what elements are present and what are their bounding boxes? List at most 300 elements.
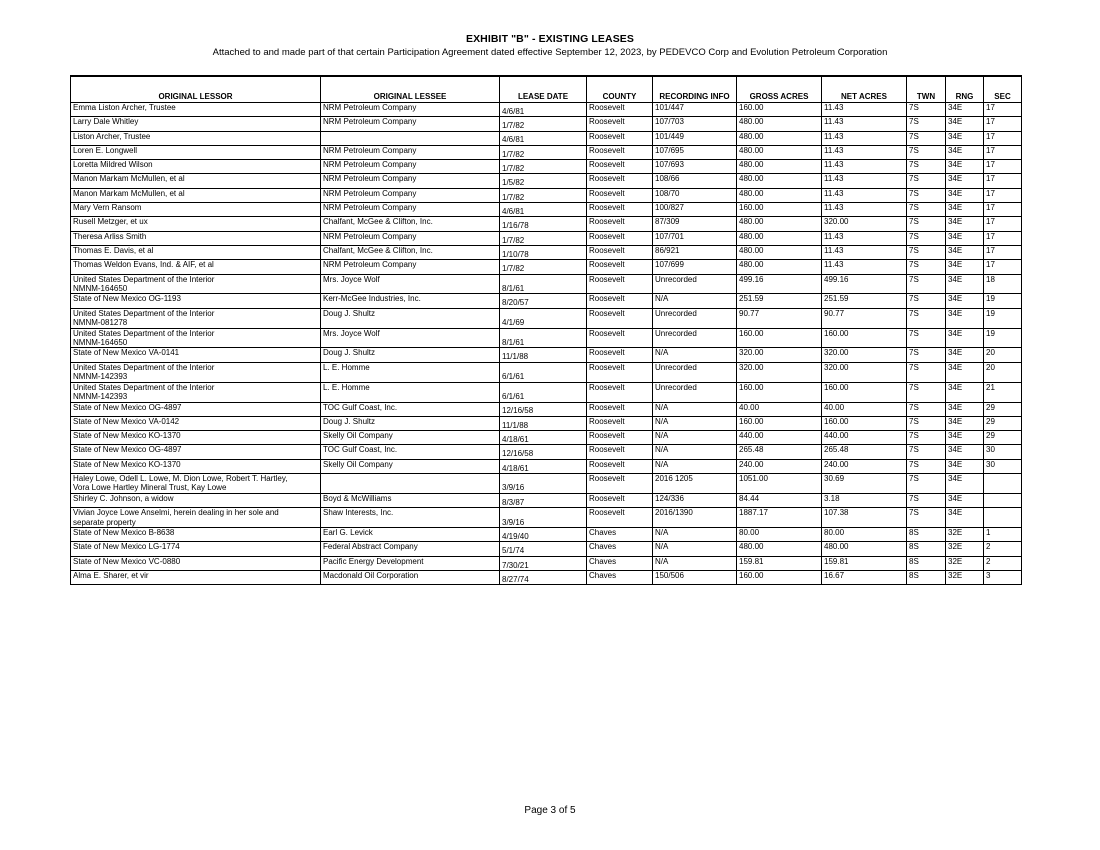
cell-lessee: NRM Petroleum Company	[321, 117, 500, 131]
cell-lessor: United States Department of the Interior NMNM-164650	[71, 274, 321, 294]
cell-rng: 34E	[946, 308, 984, 328]
cell-recording: 108/70	[653, 188, 737, 202]
cell-county: Roosevelt	[587, 260, 653, 274]
cell-lessor: Liston Archer, Trustee	[71, 131, 321, 145]
cell-twn: 7S	[907, 308, 946, 328]
cell-lessor: Mary Vern Ransom	[71, 203, 321, 217]
cell-lessee: Pacific Energy Development	[321, 556, 500, 570]
cell-rng: 34E	[946, 493, 984, 507]
cell-county: Roosevelt	[587, 362, 653, 382]
cell-lessor: State of New Mexico B-8638	[71, 528, 321, 542]
cell-recording: 107/695	[653, 145, 737, 159]
cell-lessor: State of New Mexico KO-1370	[71, 431, 321, 445]
cell-lessee: NRM Petroleum Company	[321, 231, 500, 245]
cell-lessor: Loretta Mildred Wilson	[71, 160, 321, 174]
cell-gross: 320.00	[737, 348, 822, 362]
cell-recording: 107/703	[653, 117, 737, 131]
cell-sec: 19	[984, 328, 1022, 348]
cell-lessor: Rusell Metzger, et ux	[71, 217, 321, 231]
cell-net: 320.00	[822, 362, 907, 382]
cell-twn: 7S	[907, 459, 946, 473]
cell-county: Roosevelt	[587, 231, 653, 245]
table-row	[71, 348, 1022, 362]
cell-lessee: Federal Abstract Company	[321, 542, 500, 556]
cell-gross: 240.00	[737, 459, 822, 473]
cell-gross: 480.00	[737, 117, 822, 131]
cell-sec: 29	[984, 416, 1022, 430]
cell-twn: 7S	[907, 508, 946, 528]
cell-sec: 20	[984, 348, 1022, 362]
cell-county: Roosevelt	[587, 160, 653, 174]
cell-lessor: State of New Mexico KO-1370	[71, 459, 321, 473]
cell-twn: 7S	[907, 103, 946, 117]
cell-net: 499.16	[822, 274, 907, 294]
cell-twn: 7S	[907, 160, 946, 174]
cell-lessor: Shirley C. Johnson, a widow	[71, 493, 321, 507]
cell-net: 160.00	[822, 416, 907, 430]
cell-recording: N/A	[653, 556, 737, 570]
cell-county: Roosevelt	[587, 274, 653, 294]
cell-lessee: Skelly Oil Company	[321, 459, 500, 473]
cell-county: Roosevelt	[587, 348, 653, 362]
cell-lessee	[321, 131, 500, 145]
cell-recording: 107/699	[653, 260, 737, 274]
cell-recording: 86/921	[653, 245, 737, 259]
cell-lessee: Mrs. Joyce Wolf	[321, 328, 500, 348]
cell-gross: 480.00	[737, 245, 822, 259]
cell-sec: 17	[984, 217, 1022, 231]
cell-rng: 34E	[946, 348, 984, 362]
cell-sec	[984, 474, 1022, 494]
cell-net: 11.43	[822, 260, 907, 274]
table-row	[71, 188, 1022, 202]
cell-twn: 7S	[907, 445, 946, 459]
cell-date: 1/7/82	[500, 117, 587, 131]
cell-twn: 8S	[907, 528, 946, 542]
table-row	[71, 402, 1022, 416]
cell-twn: 8S	[907, 556, 946, 570]
cell-lessee: L. E. Homme	[321, 382, 500, 402]
cell-rng: 34E	[946, 402, 984, 416]
cell-twn: 7S	[907, 362, 946, 382]
cell-twn: 7S	[907, 203, 946, 217]
cell-gross: 480.00	[737, 260, 822, 274]
col-sec: SEC	[984, 76, 1022, 103]
cell-rng: 34E	[946, 416, 984, 430]
cell-twn: 7S	[907, 131, 946, 145]
cell-rng: 34E	[946, 474, 984, 494]
cell-rng: 34E	[946, 459, 984, 473]
cell-recording: Unrecorded	[653, 328, 737, 348]
cell-lessor: United States Department of the Interior NMNM-142393	[71, 362, 321, 382]
cell-net: 11.43	[822, 131, 907, 145]
cell-lessor: Manon Markam McMullen, et al	[71, 188, 321, 202]
cell-recording: 2016 1205	[653, 474, 737, 494]
cell-twn: 7S	[907, 328, 946, 348]
col-county: COUNTY	[587, 76, 653, 103]
cell-lessee: Skelly Oil Company	[321, 431, 500, 445]
table-row	[71, 528, 1022, 542]
table-row	[71, 445, 1022, 459]
cell-recording: N/A	[653, 542, 737, 556]
cell-lessee: Doug J. Shultz	[321, 348, 500, 362]
table-row	[71, 362, 1022, 382]
cell-lessor: Thomas Weldon Evans, Ind. & AIF, et al	[71, 260, 321, 274]
cell-lessor: Loren E. Longwell	[71, 145, 321, 159]
cell-gross: 480.00	[737, 217, 822, 231]
col-net-acres: NET ACRES	[822, 76, 907, 103]
cell-twn: 7S	[907, 274, 946, 294]
cell-net: 440.00	[822, 431, 907, 445]
table-row	[71, 294, 1022, 308]
cell-net: 160.00	[822, 328, 907, 348]
cell-rng: 34E	[946, 260, 984, 274]
cell-twn: 7S	[907, 474, 946, 494]
table-header-row	[71, 76, 1022, 103]
cell-rng: 34E	[946, 362, 984, 382]
cell-rng: 34E	[946, 431, 984, 445]
cell-lessor: Larry Dale Whitley	[71, 117, 321, 131]
cell-recording: Unrecorded	[653, 382, 737, 402]
cell-rng: 34E	[946, 382, 984, 402]
cell-twn: 7S	[907, 493, 946, 507]
cell-twn: 7S	[907, 260, 946, 274]
cell-lessor: State of New Mexico OG-1193	[71, 294, 321, 308]
table-row	[71, 308, 1022, 328]
cell-twn: 7S	[907, 382, 946, 402]
cell-net: 320.00	[822, 348, 907, 362]
cell-county: Roosevelt	[587, 459, 653, 473]
cell-gross: 499.16	[737, 274, 822, 294]
cell-date: 8/27/74	[500, 570, 587, 584]
cell-date: 12/16/58	[500, 402, 587, 416]
cell-net: 240.00	[822, 459, 907, 473]
cell-lessor: Manon Markam McMullen, et al	[71, 174, 321, 188]
cell-gross: 480.00	[737, 160, 822, 174]
cell-county: Chaves	[587, 556, 653, 570]
table-row	[71, 160, 1022, 174]
col-original-lessee: ORIGINAL LESSEE	[321, 76, 500, 103]
cell-sec: 17	[984, 203, 1022, 217]
cell-lessor: State of New Mexico LG-1774	[71, 542, 321, 556]
cell-recording: 101/447	[653, 103, 737, 117]
cell-rng: 32E	[946, 570, 984, 584]
cell-date: 1/7/82	[500, 260, 587, 274]
cell-gross: 84.44	[737, 493, 822, 507]
cell-county: Roosevelt	[587, 328, 653, 348]
cell-gross: 480.00	[737, 131, 822, 145]
cell-sec: 19	[984, 308, 1022, 328]
cell-rng: 34E	[946, 217, 984, 231]
cell-lessee: Doug J. Shultz	[321, 308, 500, 328]
cell-sec: 3	[984, 570, 1022, 584]
cell-recording: 107/701	[653, 231, 737, 245]
cell-rng: 34E	[946, 231, 984, 245]
cell-twn: 7S	[907, 231, 946, 245]
cell-county: Roosevelt	[587, 217, 653, 231]
table-row	[71, 459, 1022, 473]
cell-gross: 80.00	[737, 528, 822, 542]
cell-twn: 7S	[907, 294, 946, 308]
cell-date: 1/16/78	[500, 217, 587, 231]
cell-recording: 100/827	[653, 203, 737, 217]
cell-date: 4/6/81	[500, 103, 587, 117]
table-row	[71, 131, 1022, 145]
cell-date: 1/5/82	[500, 174, 587, 188]
cell-county: Roosevelt	[587, 131, 653, 145]
cell-lessee: Chalfant, McGee & Clifton, Inc.	[321, 217, 500, 231]
col-rng: RNG	[946, 76, 984, 103]
cell-county: Roosevelt	[587, 117, 653, 131]
cell-recording: N/A	[653, 528, 737, 542]
cell-gross: 480.00	[737, 542, 822, 556]
cell-lessor: United States Department of the Interior NMNM-164650	[71, 328, 321, 348]
cell-lessor: Vivian Joyce Lowe Anselmi, herein dealing in her sole and separate property	[71, 508, 321, 528]
cell-twn: 8S	[907, 542, 946, 556]
cell-gross: 480.00	[737, 188, 822, 202]
cell-net: 30.69	[822, 474, 907, 494]
cell-lessor: State of New Mexico VC-0880	[71, 556, 321, 570]
cell-recording: N/A	[653, 402, 737, 416]
cell-gross: 1887.17	[737, 508, 822, 528]
cell-gross: 251.59	[737, 294, 822, 308]
table-row	[71, 217, 1022, 231]
cell-date: 6/1/61	[500, 362, 587, 382]
cell-recording: 108/66	[653, 174, 737, 188]
cell-gross: 480.00	[737, 174, 822, 188]
cell-lessee: Boyd & McWilliams	[321, 493, 500, 507]
cell-lessee: L. E. Homme	[321, 362, 500, 382]
existing-leases-table	[70, 75, 1022, 585]
cell-gross: 480.00	[737, 231, 822, 245]
cell-rng: 34E	[946, 188, 984, 202]
cell-county: Roosevelt	[587, 308, 653, 328]
cell-sec: 29	[984, 402, 1022, 416]
cell-net: 159.81	[822, 556, 907, 570]
cell-lessee: Earl G. Levick	[321, 528, 500, 542]
cell-lessee: Chalfant, McGee & Clifton, Inc.	[321, 245, 500, 259]
cell-county: Roosevelt	[587, 508, 653, 528]
cell-date: 11/1/88	[500, 416, 587, 430]
cell-twn: 7S	[907, 431, 946, 445]
cell-rng: 34E	[946, 131, 984, 145]
cell-sec: 29	[984, 431, 1022, 445]
col-twn: TWN	[907, 76, 946, 103]
cell-gross: 480.00	[737, 145, 822, 159]
cell-net: 251.59	[822, 294, 907, 308]
cell-twn: 7S	[907, 188, 946, 202]
cell-sec: 17	[984, 260, 1022, 274]
cell-rng: 34E	[946, 203, 984, 217]
cell-net: 90.77	[822, 308, 907, 328]
cell-county: Roosevelt	[587, 103, 653, 117]
cell-net: 160.00	[822, 382, 907, 402]
col-lease-date: LEASE DATE	[500, 76, 587, 103]
cell-net: 11.43	[822, 174, 907, 188]
cell-rng: 32E	[946, 556, 984, 570]
table-row	[71, 493, 1022, 507]
lease-rows	[71, 103, 1022, 585]
cell-lessor: Theresa Arliss Smith	[71, 231, 321, 245]
cell-twn: 8S	[907, 570, 946, 584]
cell-gross: 159.81	[737, 556, 822, 570]
cell-net: 480.00	[822, 542, 907, 556]
cell-date: 1/10/78	[500, 245, 587, 259]
cell-recording: 87/309	[653, 217, 737, 231]
cell-net: 16.67	[822, 570, 907, 584]
cell-county: Roosevelt	[587, 382, 653, 402]
cell-gross: 160.00	[737, 203, 822, 217]
cell-recording: Unrecorded	[653, 362, 737, 382]
cell-gross: 440.00	[737, 431, 822, 445]
table-row	[71, 431, 1022, 445]
cell-net: 11.43	[822, 203, 907, 217]
cell-sec: 2	[984, 556, 1022, 570]
cell-recording: N/A	[653, 431, 737, 445]
cell-twn: 7S	[907, 402, 946, 416]
cell-date: 6/1/61	[500, 382, 587, 402]
cell-recording: 124/336	[653, 493, 737, 507]
cell-rng: 34E	[946, 103, 984, 117]
cell-lessor: United States Department of the Interior NMNM-081278	[71, 308, 321, 328]
cell-rng: 34E	[946, 294, 984, 308]
cell-county: Roosevelt	[587, 445, 653, 459]
cell-date: 8/3/87	[500, 493, 587, 507]
cell-county: Chaves	[587, 528, 653, 542]
cell-sec: 1	[984, 528, 1022, 542]
cell-lessee: Mrs. Joyce Wolf	[321, 274, 500, 294]
cell-twn: 7S	[907, 245, 946, 259]
cell-twn: 7S	[907, 174, 946, 188]
cell-gross: 160.00	[737, 570, 822, 584]
cell-recording: N/A	[653, 416, 737, 430]
cell-lessee: NRM Petroleum Company	[321, 145, 500, 159]
table-row	[71, 203, 1022, 217]
cell-gross: 1051.00	[737, 474, 822, 494]
table-row	[71, 274, 1022, 294]
cell-net: 265.48	[822, 445, 907, 459]
cell-recording: N/A	[653, 445, 737, 459]
cell-date: 4/6/81	[500, 203, 587, 217]
cell-twn: 7S	[907, 117, 946, 131]
cell-rng: 34E	[946, 245, 984, 259]
cell-rng: 34E	[946, 274, 984, 294]
cell-twn: 7S	[907, 348, 946, 362]
cell-gross: 265.48	[737, 445, 822, 459]
cell-recording: N/A	[653, 459, 737, 473]
table-row	[71, 245, 1022, 259]
cell-lessor: State of New Mexico VA-0142	[71, 416, 321, 430]
cell-sec: 17	[984, 174, 1022, 188]
table-row	[71, 103, 1022, 117]
cell-date: 1/7/82	[500, 145, 587, 159]
cell-sec: 19	[984, 294, 1022, 308]
cell-county: Roosevelt	[587, 431, 653, 445]
cell-lessee: TOC Gulf Coast, Inc.	[321, 445, 500, 459]
cell-net: 40.00	[822, 402, 907, 416]
cell-lessor: Haley Lowe, Odell L. Lowe, M. Dion Lowe, Robert T. Hartley, Vora Lowe Hartley Mineral Trust, Kay Lowe	[71, 474, 321, 494]
cell-sec: 21	[984, 382, 1022, 402]
cell-sec: 17	[984, 145, 1022, 159]
cell-lessee: Macdonald Oil Corporation	[321, 570, 500, 584]
cell-gross: 160.00	[737, 103, 822, 117]
cell-lessee: Kerr-McGee Industries, Inc.	[321, 294, 500, 308]
cell-county: Roosevelt	[587, 145, 653, 159]
cell-lessee: NRM Petroleum Company	[321, 103, 500, 117]
table-row	[71, 556, 1022, 570]
table-row	[71, 145, 1022, 159]
cell-date: 3/9/16	[500, 508, 587, 528]
table-row	[71, 117, 1022, 131]
table-row	[71, 474, 1022, 494]
cell-date: 4/19/40	[500, 528, 587, 542]
cell-recording: N/A	[653, 348, 737, 362]
cell-twn: 7S	[907, 145, 946, 159]
cell-net: 11.43	[822, 188, 907, 202]
exhibit-subtitle: Attached to and made part of that certain Participation Agreement dated effective September 12, 2023, by PEDEVCO Corp and Evolution Petroleum Corporation	[212, 47, 888, 58]
cell-twn: 7S	[907, 217, 946, 231]
cell-date: 11/1/88	[500, 348, 587, 362]
cell-lessee	[321, 474, 500, 494]
table-row	[71, 328, 1022, 348]
cell-date: 12/16/58	[500, 445, 587, 459]
cell-county: Roosevelt	[587, 294, 653, 308]
cell-lessee: TOC Gulf Coast, Inc.	[321, 402, 500, 416]
cell-lessor: Alma E. Sharer, et vir	[71, 570, 321, 584]
cell-rng: 34E	[946, 145, 984, 159]
cell-lessee: Doug J. Shultz	[321, 416, 500, 430]
cell-lessor: State of New Mexico OG-4897	[71, 445, 321, 459]
cell-recording: Unrecorded	[653, 308, 737, 328]
table-row	[71, 174, 1022, 188]
cell-gross: 160.00	[737, 382, 822, 402]
cell-rng: 34E	[946, 160, 984, 174]
cell-recording: Unrecorded	[653, 274, 737, 294]
cell-county: Roosevelt	[587, 474, 653, 494]
cell-net: 107.38	[822, 508, 907, 528]
cell-net: 11.43	[822, 245, 907, 259]
cell-date: 4/6/81	[500, 131, 587, 145]
table-row	[71, 231, 1022, 245]
cell-lessor: State of New Mexico VA-0141	[71, 348, 321, 362]
cell-lessee: NRM Petroleum Company	[321, 260, 500, 274]
cell-gross: 90.77	[737, 308, 822, 328]
cell-date: 7/30/21	[500, 556, 587, 570]
cell-net: 11.43	[822, 231, 907, 245]
cell-county: Roosevelt	[587, 245, 653, 259]
cell-rng: 34E	[946, 174, 984, 188]
page-number: Page 3 of 5	[524, 805, 576, 816]
cell-date: 8/1/61	[500, 274, 587, 294]
cell-date: 8/20/57	[500, 294, 587, 308]
cell-net: 3.18	[822, 493, 907, 507]
cell-recording: N/A	[653, 294, 737, 308]
cell-sec: 30	[984, 445, 1022, 459]
cell-county: Chaves	[587, 570, 653, 584]
cell-county: Roosevelt	[587, 493, 653, 507]
cell-sec: 30	[984, 459, 1022, 473]
cell-net: 11.43	[822, 117, 907, 131]
cell-rng: 32E	[946, 528, 984, 542]
cell-recording: 107/693	[653, 160, 737, 174]
cell-lessee: NRM Petroleum Company	[321, 188, 500, 202]
cell-date: 5/1/74	[500, 542, 587, 556]
cell-sec: 17	[984, 245, 1022, 259]
cell-recording: 2016/1390	[653, 508, 737, 528]
cell-gross: 160.00	[737, 328, 822, 348]
cell-sec: 18	[984, 274, 1022, 294]
cell-sec: 17	[984, 103, 1022, 117]
